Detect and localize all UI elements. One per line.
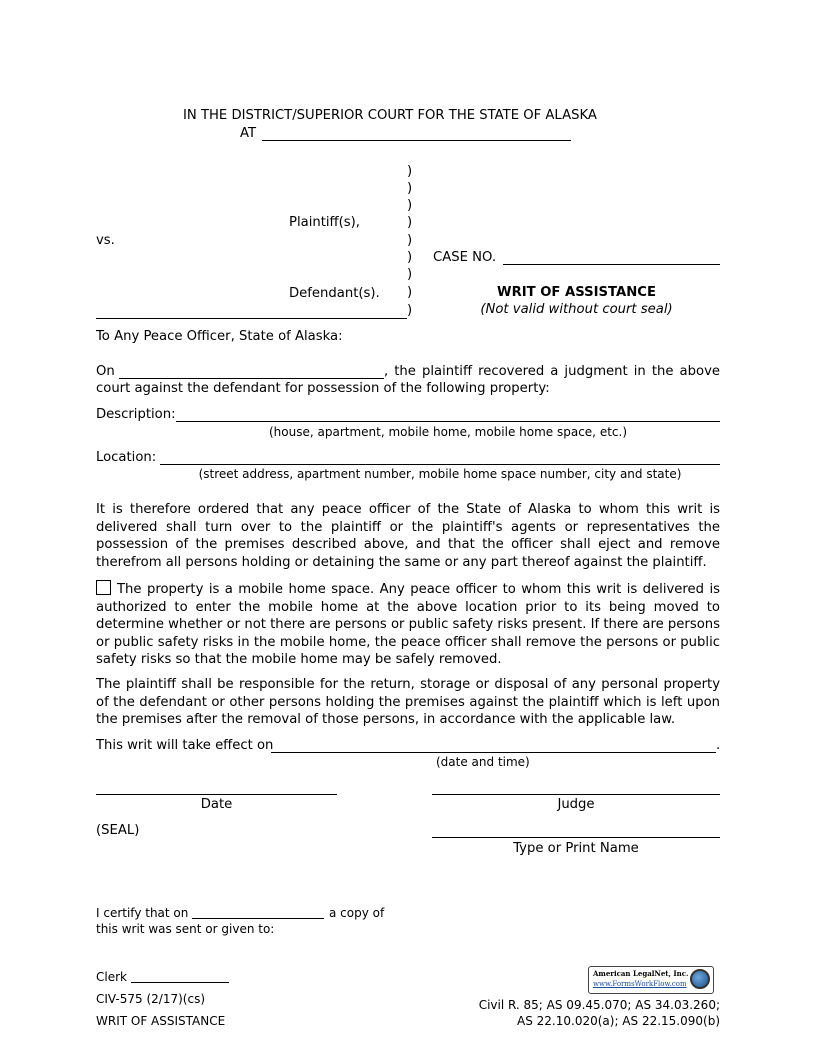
print-name-label: Type or Print Name: [513, 841, 639, 856]
caption-paren: ): [407, 215, 413, 230]
date-label: Date: [200, 797, 233, 812]
citation-line-1: Civil R. 85; AS 09.45.070; AS 34.03.260;: [478, 998, 720, 1012]
print-name-line[interactable]: [432, 837, 720, 838]
caption-paren: ): [407, 233, 413, 248]
effect-label: This writ will take effect on: [96, 738, 274, 753]
judgment-text-continued: court against the defendant for possession of the following property:: [96, 381, 550, 396]
location-label: Location:: [96, 450, 157, 465]
caption-paren: ): [407, 250, 413, 265]
form-footer-title: WRIT OF ASSISTANCE: [96, 1014, 226, 1028]
date-signature-line[interactable]: [96, 794, 337, 795]
mobile-home-paragraph: [96, 580, 720, 669]
form-subtitle: (Not valid without court seal): [480, 302, 673, 317]
caption-paren: ): [407, 285, 413, 300]
at-label: AT: [240, 126, 257, 141]
effect-hint: (date and time): [436, 755, 530, 769]
defendant-label: Defendant(s).: [289, 286, 380, 301]
caption-bottom-rule: [96, 318, 407, 319]
seal-label: (SEAL): [96, 823, 140, 838]
effect-date-field[interactable]: [271, 752, 716, 753]
description-hint: (house, apartment, mobile home, mobile home space, etc.): [269, 425, 627, 439]
citation-line-2: AS 22.10.020(a); AS 22.15.090(b): [517, 1014, 720, 1028]
vs-label: vs.: [96, 233, 115, 248]
location-field[interactable]: [160, 464, 720, 465]
logo-name: American LegalNet, Inc.: [593, 969, 689, 978]
certify-suffix: a copy of: [329, 906, 385, 920]
location-hint: (street address, apartment number, mobile home space number, city and state): [198, 467, 682, 481]
globe-icon: [690, 969, 710, 989]
clerk-field[interactable]: [131, 982, 229, 983]
certify-date-field[interactable]: [192, 918, 324, 919]
form-number: CIV-575 (2/17)(cs): [96, 992, 205, 1006]
effect-period: .: [716, 738, 721, 753]
caption-paren: ): [407, 303, 413, 318]
court-location-field[interactable]: [262, 140, 571, 141]
certify-prefix: I certify that on: [96, 906, 189, 920]
mobile-home-text: The property is a mobile home space. Any peace officer to whom this writ is delivered is authorized to enter the mobile home at the above location prior to its being moved to determine whether or not there are persons or public safety risks present. If there are persons or public safety risks in the mobile home, the peace officer shall remove the persons or public safety risks so that the mobile home may be safely removed.: [96, 582, 720, 668]
judge-signature-line[interactable]: [432, 794, 720, 795]
description-field[interactable]: [176, 421, 720, 422]
judgment-text: , the plaintiff recovered a judgment in the above: [384, 364, 720, 379]
clerk-label: Clerk: [96, 970, 127, 984]
case-no-field[interactable]: [503, 264, 720, 265]
court-heading: IN THE DISTRICT/SUPERIOR COURT FOR THE STATE OF ALASKA: [183, 108, 597, 123]
certify-line-2: this writ was sent or given to:: [96, 922, 275, 936]
caption-paren: ): [407, 198, 413, 213]
caption-paren: ): [407, 181, 413, 196]
case-no-label: CASE NO.: [433, 250, 497, 265]
american-legalnet-logo: [588, 966, 714, 994]
judgment-date-field[interactable]: [119, 378, 384, 379]
description-label: Description:: [96, 407, 176, 422]
caption-paren: ): [407, 164, 413, 179]
form-title: WRIT OF ASSISTANCE: [497, 285, 656, 300]
caption-paren: ): [407, 267, 413, 282]
order-paragraph: It is therefore ordered that any peace officer of the State of Alaska to whom this writ is delivered shall turn over to the plaintiff or the plaintiff's agents or representatives the possession of the premises described above, and that the officer shall eject and remove therefrom all persons holding or detaining the same or any part thereof against the plaintiff.: [96, 502, 720, 570]
responsibility-paragraph: The plaintiff shall be responsible for the return, storage or disposal of any personal property of the defendant or other persons holding the premises against the plaintiff which is left upon the premises after the removal of those persons, in accordance with the applicable law.: [96, 677, 720, 728]
on-label: On: [96, 364, 115, 379]
salutation: To Any Peace Officer, State of Alaska:: [96, 329, 343, 344]
plaintiff-label: Plaintiff(s),: [289, 215, 360, 230]
logo-link[interactable]: www.FormsWorkFlow.com: [593, 980, 687, 988]
judge-label: Judge: [557, 797, 595, 812]
mobile-home-checkbox[interactable]: [96, 580, 111, 595]
